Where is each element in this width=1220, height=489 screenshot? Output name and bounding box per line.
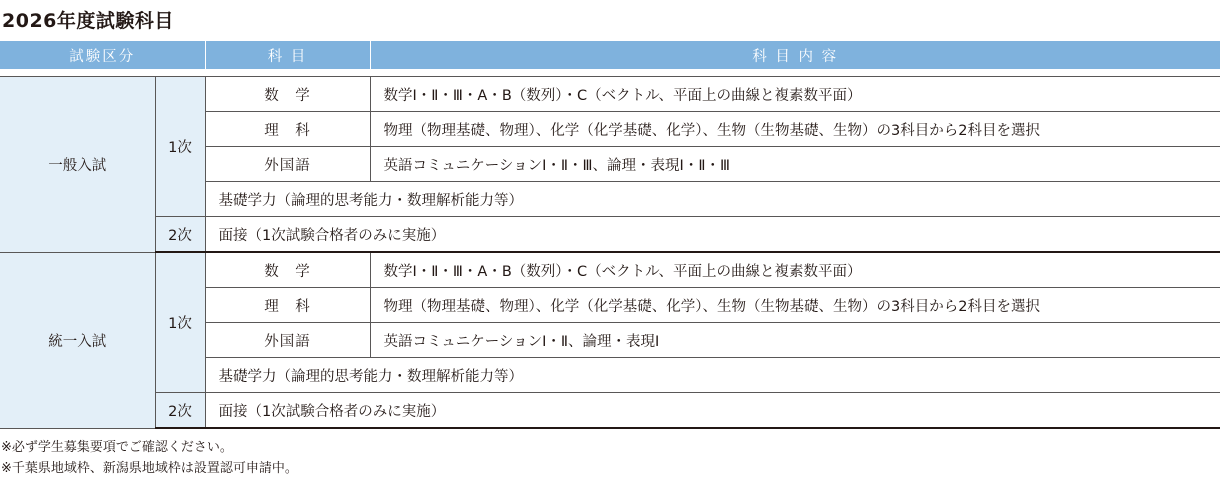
round-1-cell: 1次: [155, 252, 205, 393]
subject-content: 数学Ⅰ・Ⅱ・Ⅲ・A・B（数列）・C（ベクトル、平面上の曲線と複素数平面）: [370, 252, 1220, 288]
header-subject: 科 目: [205, 41, 370, 69]
table-row: [0, 77, 1220, 112]
table-header-row: [0, 41, 1220, 69]
subject-content: 英語コミュニケーションⅠ・Ⅱ・Ⅲ、論理・表現Ⅰ・Ⅱ・Ⅲ: [370, 147, 1220, 182]
category-cell-general: 一般入試: [0, 77, 155, 253]
subject-name: 数 学: [205, 252, 370, 288]
subject-name: 理 科: [205, 112, 370, 147]
table-row: [0, 217, 1220, 253]
table-row: [0, 393, 1220, 429]
exam-subjects-table: [0, 41, 1220, 429]
header-content: 科 目 内 容: [370, 41, 1220, 69]
subject-name: 理 科: [205, 288, 370, 323]
round-2-cell: 2次: [155, 217, 205, 253]
footnote: ※千葉県地域枠、新潟県地域枠は設置認可申請中。: [1, 461, 298, 476]
subject-name: 外国語: [205, 323, 370, 358]
round-2-cell: 2次: [155, 393, 205, 429]
header-category: 試験区分: [0, 41, 205, 69]
basic-ability-cell: 基礎学力（論理的思考能力・数理解析能力等）: [205, 182, 1220, 217]
round-1-cell: 1次: [155, 77, 205, 217]
interview-cell: 面接（1次試験合格者のみに実施）: [205, 217, 1220, 253]
subject-name: 外国語: [205, 147, 370, 182]
interview-cell: 面接（1次試験合格者のみに実施）: [205, 393, 1220, 429]
basic-ability-cell: 基礎学力（論理的思考能力・数理解析能力等）: [205, 358, 1220, 393]
footnote: ※必ず学生募集要項でご確認ください。: [1, 440, 233, 455]
subject-content: 英語コミュニケーションⅠ・Ⅱ、論理・表現Ⅰ: [370, 323, 1220, 358]
subject-content: 物理（物理基礎、物理）、化学（化学基礎、化学）、生物（生物基礎、生物）の3科目から2科目を選択: [370, 112, 1220, 147]
footnotes: [1, 437, 298, 479]
subject-content: 物理（物理基礎、物理）、化学（化学基礎、化学）、生物（生物基礎、生物）の3科目から2科目を選択: [370, 288, 1220, 323]
category-cell-unified: 統一入試: [0, 252, 155, 428]
subject-name: 数 学: [205, 77, 370, 112]
table-row: [0, 252, 1220, 288]
page-title: 2026年度試験科目: [2, 10, 174, 32]
subject-content: 数学Ⅰ・Ⅱ・Ⅲ・A・B（数列）・C（ベクトル、平面上の曲線と複素数平面）: [370, 77, 1220, 112]
